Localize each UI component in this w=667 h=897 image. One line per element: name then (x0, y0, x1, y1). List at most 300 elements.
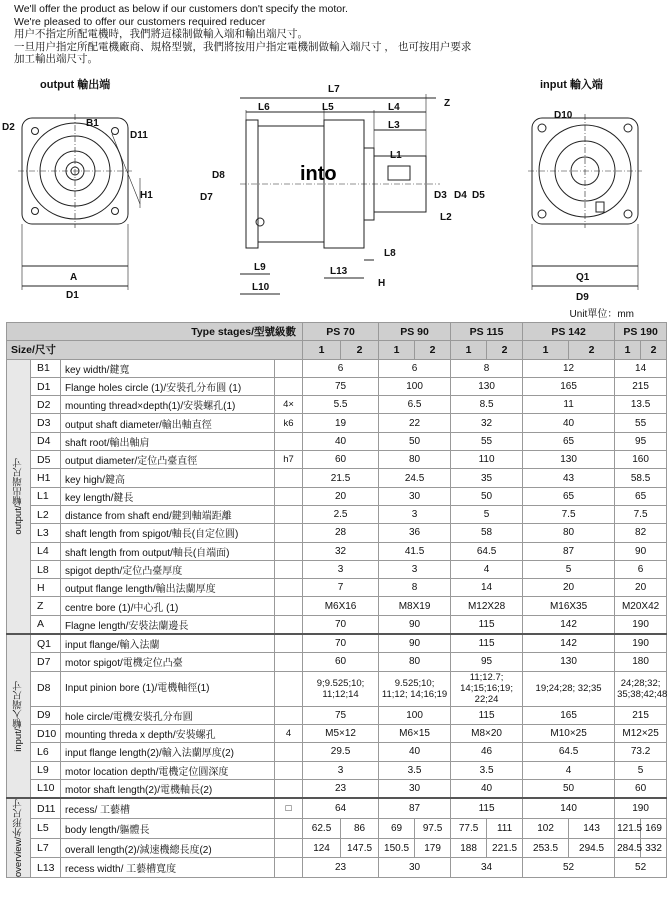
value-cell: 7.5 (523, 505, 615, 523)
table-row (7, 579, 667, 597)
value-cell: 95 (451, 653, 523, 671)
value-cell: 64.5 (451, 542, 523, 560)
value-cell: M6×15 (379, 724, 451, 742)
value-cell: 50 (379, 432, 451, 450)
value-cell: 50 (523, 779, 615, 798)
dimension-symbol: L8 (31, 560, 61, 578)
label-l13: L13 (330, 266, 348, 277)
output-view-title: output 輸出端 (40, 79, 111, 91)
dimension-symbol: D10 (31, 724, 61, 742)
value-cell: 14 (451, 579, 523, 597)
label-l2: L2 (440, 212, 452, 223)
dimension-symbol: D8 (31, 671, 61, 706)
value-cell: 5 (615, 761, 667, 779)
value-cell: 165 (523, 377, 615, 395)
value-cell: 82 (615, 524, 667, 542)
dimension-description: input flange/輸入法蘭 (61, 634, 275, 653)
value-cell: 80 (523, 524, 615, 542)
model-header-ps190: PS 190 (615, 323, 667, 341)
value-cell: 102 (523, 818, 569, 838)
into-mark: into (300, 163, 337, 185)
dimension-note (275, 524, 303, 542)
value-cell: 215 (615, 377, 667, 395)
value-cell: 179 (415, 838, 451, 858)
dimension-symbol: L1 (31, 487, 61, 505)
table-row (7, 524, 667, 542)
dimension-description: mounting threda x depth/安裝螺孔 (61, 724, 275, 742)
dimension-symbol: L3 (31, 524, 61, 542)
value-cell: 6 (615, 560, 667, 578)
dimension-description: recess width/ 工藝槽寬度 (61, 858, 275, 878)
value-cell: 6.5 (379, 396, 451, 414)
dimension-note (275, 858, 303, 878)
value-cell: 100 (379, 706, 451, 724)
dimension-description: hole circle/電機安裝孔分布圓 (61, 706, 275, 724)
value-cell: 65 (523, 487, 615, 505)
value-cell: 21.5 (303, 469, 379, 487)
value-cell: 160 (615, 451, 667, 469)
value-cell: 23 (303, 858, 379, 878)
dimension-note (275, 761, 303, 779)
value-cell: 115 (451, 798, 523, 818)
value-cell: 111 (487, 818, 523, 838)
value-cell: 13.5 (615, 396, 667, 414)
dimension-description: Flange holes circle (1)/安裝孔分布圓 (1) (61, 377, 275, 395)
label-l8: L8 (384, 248, 396, 259)
dimension-description: output diameter/定位凸臺直徑 (61, 451, 275, 469)
stage-2: 2 (641, 341, 667, 359)
table-row (7, 653, 667, 671)
value-cell: 20 (303, 487, 379, 505)
dimension-note (275, 818, 303, 838)
value-cell: 143 (569, 818, 615, 838)
model-header-ps90: PS 90 (379, 323, 451, 341)
value-cell: 140 (523, 798, 615, 818)
value-cell: 55 (451, 432, 523, 450)
dimension-note (275, 377, 303, 395)
label-d1: D1 (66, 290, 79, 301)
dimension-symbol: L5 (31, 818, 61, 838)
dimension-description: mounting thread×depth(1)/安裝螺孔(1) (61, 396, 275, 414)
dimension-symbol: H1 (31, 469, 61, 487)
model-header-ps70: PS 70 (303, 323, 379, 341)
value-cell: 77.5 (451, 818, 487, 838)
label-d10: D10 (554, 110, 573, 121)
value-cell: 34 (451, 858, 523, 878)
value-cell: 3 (303, 761, 379, 779)
dimension-description: body length/軀體長 (61, 818, 275, 838)
label-d2: D2 (2, 122, 15, 133)
stage-1: 1 (451, 341, 487, 359)
value-cell: M6X16 (303, 597, 379, 615)
label-l9: L9 (254, 262, 266, 273)
dimension-description: centre bore (1)/中心孔 (1) (61, 597, 275, 615)
dimension-note: 4× (275, 396, 303, 414)
dimension-note (275, 432, 303, 450)
label-d11: D11 (130, 130, 148, 141)
drawing-canvas (0, 74, 656, 320)
value-cell: M10×25 (523, 724, 615, 742)
model-header-ps115: PS 115 (451, 323, 523, 341)
table-row (7, 451, 667, 469)
value-cell: 70 (303, 634, 379, 653)
dimension-note (275, 487, 303, 505)
dimension-symbol: L7 (31, 838, 61, 858)
value-cell: 5 (451, 505, 523, 523)
value-cell: 11 (523, 396, 615, 414)
dimension-symbol: D5 (31, 451, 61, 469)
value-cell: 55 (615, 414, 667, 432)
table-row (7, 634, 667, 653)
intro-line: 加工輸出端尺寸。 (14, 53, 98, 66)
dimension-symbol: L6 (31, 743, 61, 761)
label-d8: D8 (212, 170, 225, 181)
value-cell: 7 (303, 579, 379, 597)
label-d7: D7 (200, 192, 213, 203)
value-cell: 20 (615, 579, 667, 597)
dimension-description: recess/ 工藝槽 (61, 798, 275, 818)
dimension-note (275, 505, 303, 523)
table-row (7, 858, 667, 878)
value-cell: 6 (303, 359, 379, 377)
spec-table (6, 322, 667, 878)
dimension-symbol: A (31, 615, 61, 634)
value-cell: 5.5 (303, 396, 379, 414)
value-cell: 130 (451, 377, 523, 395)
label-d4: D4 (454, 190, 467, 201)
value-cell: 30 (379, 858, 451, 878)
value-cell: 11;12.7; 14;15;16;19; 22;24 (451, 671, 523, 706)
stage-1: 1 (303, 341, 341, 359)
value-cell: 58.5 (615, 469, 667, 487)
dimension-symbol: L10 (31, 779, 61, 798)
dimension-symbol: D3 (31, 414, 61, 432)
value-cell: 115 (451, 706, 523, 724)
value-cell: 28 (303, 524, 379, 542)
stage-2: 2 (341, 341, 379, 359)
value-cell: 30 (379, 487, 451, 505)
label-d3: D3 (434, 190, 447, 201)
dimension-note (275, 706, 303, 724)
table-row (7, 743, 667, 761)
input-view-title: input 輸入端 (540, 79, 603, 91)
table-row (7, 560, 667, 578)
dimension-symbol: D7 (31, 653, 61, 671)
table-row (7, 505, 667, 523)
dimension-description: Flagne length/安裝法蘭邊長 (61, 615, 275, 634)
value-cell: 215 (615, 706, 667, 724)
value-cell: 60 (303, 451, 379, 469)
value-cell: 73.2 (615, 743, 667, 761)
value-cell: 69 (379, 818, 415, 838)
value-cell: 65 (523, 432, 615, 450)
value-cell: M16X35 (523, 597, 615, 615)
value-cell: 3 (379, 560, 451, 578)
value-cell: 165 (523, 706, 615, 724)
value-cell: 80 (379, 653, 451, 671)
value-cell: 3 (303, 560, 379, 578)
value-cell: 142 (523, 634, 615, 653)
value-cell: M12×25 (615, 724, 667, 742)
value-cell: 46 (451, 743, 523, 761)
table-row (7, 761, 667, 779)
label-z: Z (444, 98, 451, 109)
value-cell: 12 (523, 359, 615, 377)
dimension-note (275, 634, 303, 653)
dimension-symbol: D9 (31, 706, 61, 724)
label-l7: L7 (328, 84, 340, 95)
dimension-note (275, 653, 303, 671)
value-cell: 147.5 (341, 838, 379, 858)
table-row (7, 838, 667, 858)
label-h1: H1 (140, 190, 153, 201)
value-cell: 100 (379, 377, 451, 395)
dimension-symbol: H (31, 579, 61, 597)
value-cell: 190 (615, 798, 667, 818)
value-cell: 6 (379, 359, 451, 377)
dimension-symbol: L13 (31, 858, 61, 878)
dimension-note (275, 542, 303, 560)
table-row (7, 597, 667, 615)
value-cell: 121.5 (615, 818, 641, 838)
value-cell: 150.5 (379, 838, 415, 858)
stage-1: 1 (523, 341, 569, 359)
value-cell: 115 (451, 615, 523, 634)
value-cell: 221.5 (487, 838, 523, 858)
dimension-note: 4 (275, 724, 303, 742)
table-row (7, 724, 667, 742)
value-cell: 190 (615, 615, 667, 634)
value-cell: 9.525;10; 11;12; 14;16;19 (379, 671, 451, 706)
value-cell: M8×20 (451, 724, 523, 742)
value-cell: 32 (303, 542, 379, 560)
intro-line: 用户不指定所配電機時，我們將這樣制做輸入端和輸出端尺寸。 (14, 28, 308, 41)
value-cell: 169 (641, 818, 667, 838)
value-cell: 294.5 (569, 838, 615, 858)
value-cell: 80 (379, 451, 451, 469)
unit-label: Unit單位：mm (569, 309, 634, 320)
value-cell: 110 (451, 451, 523, 469)
value-cell: 130 (523, 653, 615, 671)
spec-table-body (7, 359, 667, 878)
value-cell: 60 (615, 779, 667, 798)
value-cell: 87 (523, 542, 615, 560)
stage-1: 1 (615, 341, 641, 359)
value-cell: 130 (523, 451, 615, 469)
label-h: H (378, 278, 386, 289)
label-l10: L10 (252, 282, 270, 293)
value-cell: 75 (303, 377, 379, 395)
table-row (7, 779, 667, 798)
stage-2: 2 (487, 341, 523, 359)
label-l6: L6 (258, 102, 270, 113)
value-cell: 24;28;32; 35;38;42;48 (615, 671, 667, 706)
label-l5: L5 (322, 102, 334, 113)
value-cell: M12X28 (451, 597, 523, 615)
value-cell: 95 (615, 432, 667, 450)
group-label-text: output/輸出端尺寸 (12, 458, 24, 535)
table-row (7, 706, 667, 724)
value-cell: 90 (379, 634, 451, 653)
intro-line: We'll offer the product as below if our customers don't specify the motor. (14, 3, 348, 15)
table-row (7, 818, 667, 838)
value-cell: 65 (615, 487, 667, 505)
value-cell: 40 (379, 743, 451, 761)
value-cell: 124 (303, 838, 341, 858)
value-cell: 40 (303, 432, 379, 450)
value-cell: 86 (341, 818, 379, 838)
value-cell: 3.5 (379, 761, 451, 779)
value-cell: 8 (451, 359, 523, 377)
dimension-note (275, 359, 303, 377)
value-cell: 70 (303, 615, 379, 634)
dimension-description: input flange length(2)/輸入法蘭厚度(2) (61, 743, 275, 761)
dimension-symbol: D4 (31, 432, 61, 450)
table-row (7, 469, 667, 487)
table-row (7, 377, 667, 395)
table-row (7, 359, 667, 377)
label-a: A (70, 272, 78, 283)
dimension-symbol: Z (31, 597, 61, 615)
table-row (7, 396, 667, 414)
dimension-note (275, 579, 303, 597)
group-label-text: input/輸入端尺寸 (12, 680, 24, 752)
dimension-description: motor location depth/電機定位圓深度 (61, 761, 275, 779)
value-cell: 23 (303, 779, 379, 798)
model-header-ps142: PS 142 (523, 323, 615, 341)
dimension-description: key width/鍵寬 (61, 359, 275, 377)
dimension-description: shaft length from output/軸長(自端面) (61, 542, 275, 560)
dimension-symbol: D2 (31, 396, 61, 414)
value-cell: M8X19 (379, 597, 451, 615)
value-cell: 50 (451, 487, 523, 505)
table-row (7, 671, 667, 706)
value-cell: 90 (379, 615, 451, 634)
dimension-description: spigot depth/定位凸臺厚度 (61, 560, 275, 578)
value-cell: 87 (379, 798, 451, 818)
value-cell: 4 (523, 761, 615, 779)
label-l3: L3 (388, 120, 400, 131)
table-row (7, 798, 667, 818)
group-label-output (7, 359, 31, 634)
value-cell: 253.5 (523, 838, 569, 858)
value-cell: 115 (451, 634, 523, 653)
stage-2: 2 (569, 341, 615, 359)
intro-line: We're pleased to offer our customers required reducer (14, 15, 266, 28)
type-stages-header: Type stages/型號級數 (7, 323, 303, 341)
value-cell: 64.5 (523, 743, 615, 761)
value-cell: 41.5 (379, 542, 451, 560)
dimension-symbol: B1 (31, 359, 61, 377)
value-cell: 190 (615, 634, 667, 653)
dimension-note: h7 (275, 451, 303, 469)
dimension-symbol: L2 (31, 505, 61, 523)
label-d9: D9 (576, 292, 589, 303)
value-cell: 180 (615, 653, 667, 671)
intro-line: 一旦用户指定所配電機廠商、規格型號，我們將按用户指定電機制做輸入端尺寸 ， 也可按用户要求 (14, 40, 472, 53)
value-cell: 58 (451, 524, 523, 542)
value-cell: 14 (615, 359, 667, 377)
value-cell: 284.5 (615, 838, 641, 858)
dimension-description: distance from shaft end/鍵到軸端距離 (61, 505, 275, 523)
dimension-symbol: Q1 (31, 634, 61, 653)
dimension-description: Input pinion bore (1)/電機軸徑(1) (61, 671, 275, 706)
dimension-symbol: D11 (31, 798, 61, 818)
label-l1: L1 (390, 150, 402, 161)
dimension-description: key high/鍵高 (61, 469, 275, 487)
value-cell: 8.5 (451, 396, 523, 414)
dimension-description: overall length(2)/減速機總長度(2) (61, 838, 275, 858)
value-cell: 64 (303, 798, 379, 818)
dimension-description: motor shaft length(2)/電機軸長(2) (61, 779, 275, 798)
table-row (7, 414, 667, 432)
value-cell: 142 (523, 615, 615, 634)
value-cell: 3 (379, 505, 451, 523)
value-cell: 9;9.525;10; 11;12;14 (303, 671, 379, 706)
value-cell: 43 (523, 469, 615, 487)
value-cell: 52 (615, 858, 667, 878)
value-cell: 32 (451, 414, 523, 432)
value-cell: 19;24;28; 32;35 (523, 671, 615, 706)
dimension-description: output shaft diameter/輸出軸直徑 (61, 414, 275, 432)
value-cell: 35 (451, 469, 523, 487)
value-cell: 20 (523, 579, 615, 597)
value-cell: 29.5 (303, 743, 379, 761)
dimension-description: output flange length/輸出法蘭厚度 (61, 579, 275, 597)
value-cell: 40 (523, 414, 615, 432)
dimension-note (275, 743, 303, 761)
dimension-symbol: L9 (31, 761, 61, 779)
dimension-symbol: D1 (31, 377, 61, 395)
dimension-symbol: L4 (31, 542, 61, 560)
label-d5: D5 (472, 190, 485, 201)
dimension-note (275, 671, 303, 706)
value-cell: 188 (451, 838, 487, 858)
dimension-note (275, 597, 303, 615)
value-cell: 75 (303, 706, 379, 724)
value-cell: 7.5 (615, 505, 667, 523)
value-cell: 30 (379, 779, 451, 798)
dimension-description: shaft length from spigot/軸長(自定位圓) (61, 524, 275, 542)
stage-2: 2 (415, 341, 451, 359)
size-header: Size/尺寸 (7, 341, 303, 359)
value-cell: 24.5 (379, 469, 451, 487)
value-cell: 97.5 (415, 818, 451, 838)
value-cell: 332 (641, 838, 667, 858)
stage-1: 1 (379, 341, 415, 359)
dimension-description: key length/鍵長 (61, 487, 275, 505)
table-row (7, 487, 667, 505)
dimension-note: k6 (275, 414, 303, 432)
value-cell: 8 (379, 579, 451, 597)
value-cell: 22 (379, 414, 451, 432)
group-label-overview (7, 798, 31, 878)
value-cell: 3.5 (451, 761, 523, 779)
dimension-note: □ (275, 798, 303, 818)
label-q1: Q1 (576, 272, 590, 283)
dimension-description: motor spigot/電機定位凸臺 (61, 653, 275, 671)
dimension-note (275, 560, 303, 578)
value-cell: 5 (523, 560, 615, 578)
table-row (7, 615, 667, 634)
table-row (7, 542, 667, 560)
intro-text (14, 3, 644, 66)
value-cell: 2.5 (303, 505, 379, 523)
value-cell: 52 (523, 858, 615, 878)
label-b1: B1 (86, 118, 99, 129)
table-row (7, 432, 667, 450)
technical-drawings (0, 74, 656, 320)
